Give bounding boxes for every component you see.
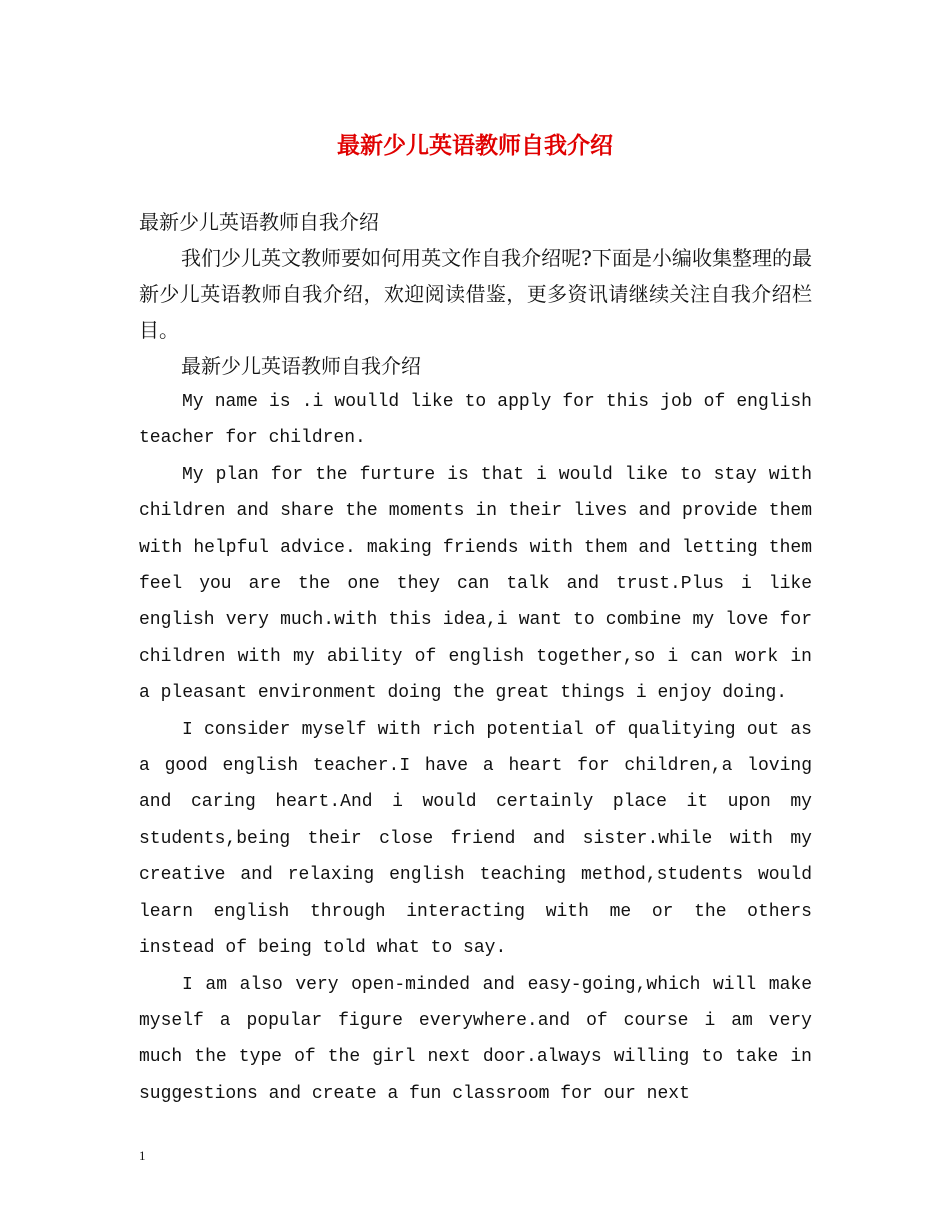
body-paragraph-2: My plan for the furture is that i would like to stay with children and share the moments in their lives and provide them with helpful advice. making friends with them and letting them feel you are the one they can talk and trust.Plus i like english very much.with this idea,i want to combine my love for children with my ability of english together,so i can work in a pleasant environment doing the great things i enjoy doing. — [139, 464, 812, 704]
intro-paragraph: 我们少儿英文教师要如何用英文作自我介绍呢?下面是小编收集整理的最新少儿英语教师自我介绍，欢迎阅读借鉴，更多资讯请继续关注自我介绍栏目。 — [139, 246, 812, 342]
body-paragraph-1: My name is .i woulld like to apply for this job of english teacher for children. — [139, 392, 812, 449]
page-number: 1 — [139, 1148, 146, 1163]
document-title: 最新少儿英语教师自我介绍 — [337, 132, 613, 159]
section-heading: 最新少儿英语教师自我介绍 — [181, 354, 421, 378]
document-body — [139, 204, 812, 1112]
body-paragraph-3: I consider myself with rich potential of qualitying out as a good english teacher.I have a heart for children,a loving and caring heart.And i would certainly place it upon my students,being their close friend and sister.while with my creative and relaxing english teaching method,students would learn english through interacting with me or the others instead of being told what to say. — [139, 719, 812, 959]
subtitle: 最新少儿英语教师自我介绍 — [139, 210, 379, 234]
body-paragraph-4: I am also very open-minded and easy-going,which will make myself a popular figure everywhere.and of course i am very much the type of the girl next door.always willing to take in suggestions and create a fun classroom for our next — [139, 974, 812, 1104]
